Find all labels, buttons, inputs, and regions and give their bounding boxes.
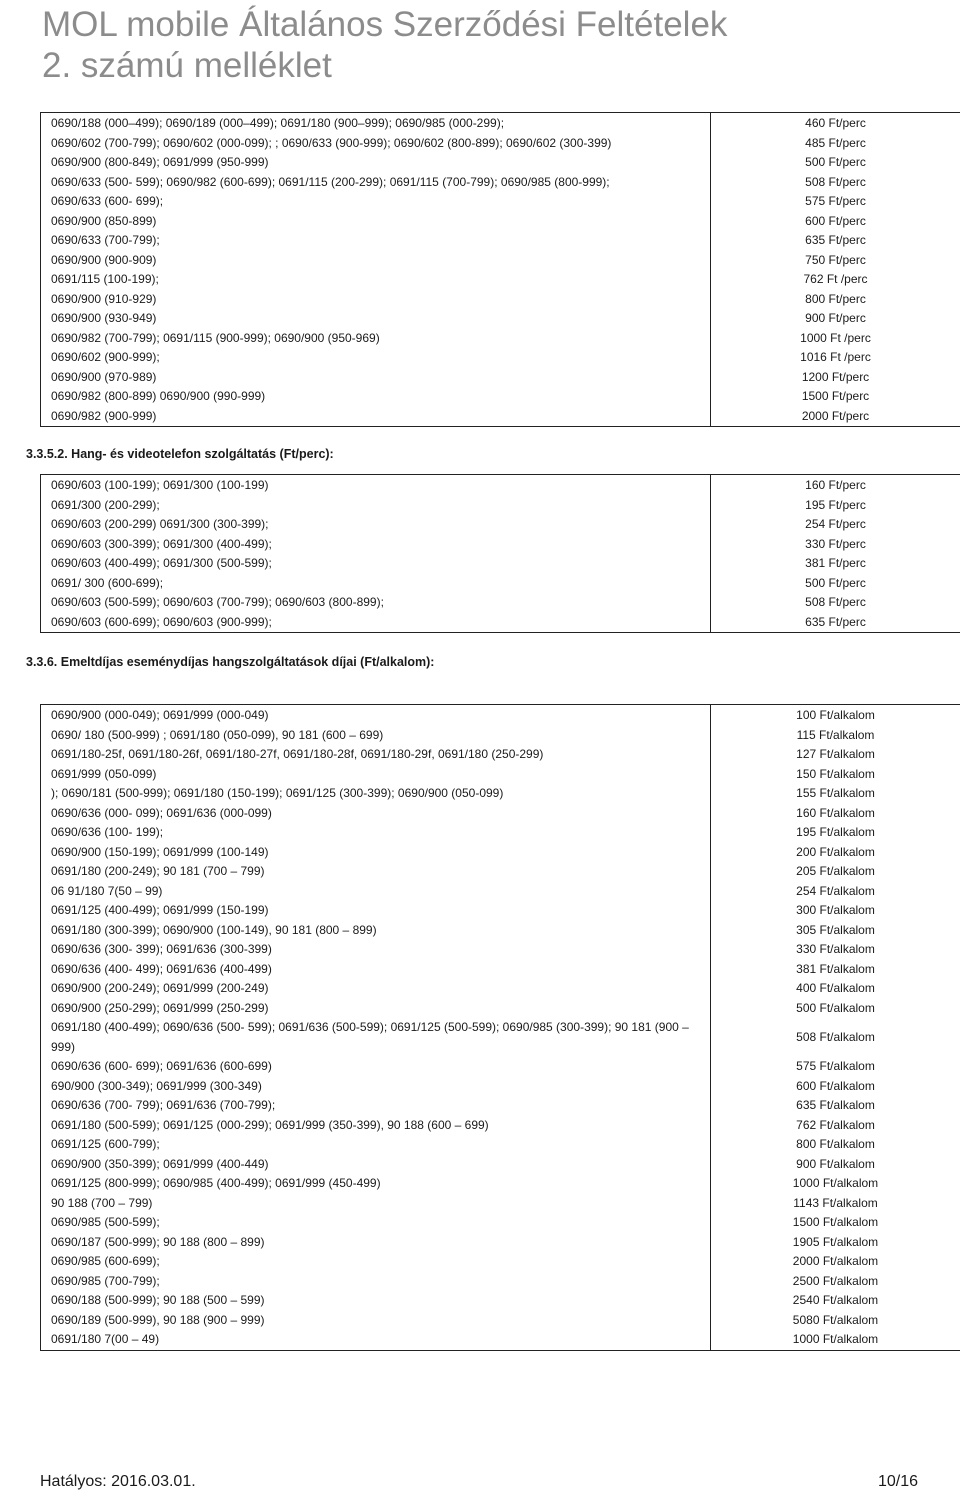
row-codes: 0690/900 (250-299); 0691/999 (250-299) <box>51 1000 269 1015</box>
row-price: 200 Ft/alkalom <box>796 844 875 859</box>
row-price: 800 Ft/alkalom <box>796 1137 875 1151</box>
row-codes: 0690/603 (100-199); 0691/300 (100-199) <box>51 478 269 492</box>
row-price: 1000 Ft /perc <box>800 330 871 345</box>
codes-column <box>41 705 711 1351</box>
row-price: 115 Ft/alkalom <box>796 727 875 742</box>
prices-column <box>711 475 960 633</box>
price-table-premium-per-minute <box>40 112 960 427</box>
section-heading-video-telephony: 3.3.5.2. Hang- és videotelefon szolgáltatás (Ft/perc): <box>26 447 334 461</box>
row-codes: 0690/636 (700- 799); 0691/636 (700-799); <box>51 1098 276 1112</box>
row-price: 635 Ft/perc <box>805 614 866 629</box>
row-price: 254 Ft/alkalom <box>796 883 875 898</box>
row-price: 800 Ft/perc <box>805 291 866 306</box>
row-codes: 0690/603 (400-499); 0691/300 (500-599); <box>51 556 272 570</box>
row-price: 750 Ft/perc <box>805 252 866 267</box>
row-codes: 0691/125 (800-999); 0690/985 (400-499); 0691/999 (450-499) <box>51 1176 381 1190</box>
row-codes: 0690/985 (600-699); <box>51 1254 160 1268</box>
row-price: 400 Ft/alkalom <box>796 981 875 995</box>
row-price: 1500 Ft/alkalom <box>792 1215 879 1229</box>
row-codes: 0690/900 (350-399); 0691/999 (400-449) <box>51 1156 269 1171</box>
row-price: 381 Ft/perc <box>805 556 866 570</box>
document-subtitle: 2. számú melléklet <box>42 46 332 85</box>
row-codes: 0691/125 (400-499); 0691/999 (150-199) <box>51 903 269 917</box>
page-number: 10/16 <box>877 1473 918 1490</box>
row-codes: 0691/180 (400-499); 0690/636 (500- 599); 0691/636 (500-599); 0691/125 (500-599); 0690/985 (300-399); 90 181 (900 – 999) <box>51 1020 689 1054</box>
row-codes: 0690/636 (600- 699); 0691/636 (600-699) <box>51 1059 272 1073</box>
row-codes: 0690/900 (910-929) <box>51 291 157 306</box>
row-price: 900 Ft/perc <box>805 311 866 325</box>
row-codes: 0690/900 (900-909) <box>51 252 157 267</box>
row-price: 5080 Ft/alkalom <box>792 1312 879 1327</box>
row-price: 508 Ft/alkalom <box>796 1030 875 1044</box>
codes-column <box>41 113 711 427</box>
row-price: 1016 Ft /perc <box>800 350 871 364</box>
row-price: 155 Ft/alkalom <box>796 786 875 800</box>
row-codes: 0690/636 (400- 499); 0691/636 (400-499) <box>51 961 272 976</box>
row-price: 305 Ft/alkalom <box>796 922 875 937</box>
row-codes: ); 0690/181 (500-999); 0691/180 (150-199); 0691/125 (300-399); 0690/900 (050-099) <box>51 786 504 800</box>
row-price: 575 Ft/perc <box>805 194 866 208</box>
row-price: 195 Ft/alkalom <box>796 825 875 839</box>
row-price: 160 Ft/perc <box>805 478 866 492</box>
row-codes: 0690/985 (500-599); <box>51 1215 160 1229</box>
row-codes: 0690/900 (850-899) <box>51 213 157 228</box>
row-codes: 0690/603 (300-399); 0691/300 (400-499); <box>51 536 272 551</box>
row-codes: 0690/985 (700-799); <box>51 1273 160 1288</box>
row-codes: 0690/900 (000-049); 0691/999 (000-049) <box>51 708 269 722</box>
row-codes: 0690/603 (600-699); 0690/603 (900-999); <box>51 614 272 629</box>
row-price: 635 Ft/perc <box>805 233 866 247</box>
row-codes: 0690/188 (000–499); 0690/189 (000–499); 0691/180 (900–999); 0690/985 (000-299); <box>51 116 505 130</box>
section-heading-event-based: 3.3.6. Emeltdíjas eseménydíjas hangszolgáltatások díjai (Ft/alkalom): <box>26 655 435 669</box>
row-codes: 0691/115 (100-199); <box>51 272 159 286</box>
row-price: 600 Ft/alkalom <box>796 1078 875 1093</box>
prices-column <box>711 705 960 1351</box>
row-codes: 0691/180 (300-399); 0690/900 (100-149), 90 181 (800 – 899) <box>51 922 377 937</box>
row-codes: 0690/982 (700-799); 0691/115 (900-999); 0690/900 (950-969) <box>51 330 380 345</box>
row-codes: 06 91/180 7(50 – 99) <box>51 883 163 898</box>
row-price: 300 Ft/alkalom <box>796 903 875 917</box>
row-codes: 0690/603 (200-299) 0691/300 (300-399); <box>51 517 269 531</box>
row-codes: 0690/636 (300- 399); 0691/636 (300-399) <box>51 942 272 956</box>
row-price: 500 Ft/alkalom <box>796 1000 875 1015</box>
row-codes: 0690/900 (200-249); 0691/999 (200-249) <box>51 981 269 995</box>
row-codes: 0691/180-25f, 0691/180-26f, 0691/180-27f, 0691/180-28f, 0691/180-29f, 0691/180 (250-299) <box>51 747 544 761</box>
row-price: 100 Ft/alkalom <box>796 708 875 722</box>
row-price: 2000 Ft/perc <box>801 408 870 423</box>
row-price: 635 Ft/alkalom <box>796 1098 875 1112</box>
row-price: 330 Ft/alkalom <box>796 942 875 956</box>
row-codes: 0690/602 (700-799); 0690/602 (000-099); ; 0690/633 (900-999); 0690/602 (800-899); 0690/602 (300-399) <box>51 135 612 150</box>
row-price: 195 Ft/perc <box>805 497 866 512</box>
effective-date: Hatályos: 2016.03.01. <box>40 1473 196 1490</box>
row-codes: 0690/602 (900-999); <box>51 350 160 364</box>
row-price: 500 Ft/perc <box>805 575 866 590</box>
row-codes: 0690/633 (500- 599); 0690/982 (600-699); 0691/115 (200-299); 0691/115 (700-799); 0690/985 (800-999); <box>51 174 610 189</box>
row-price: 205 Ft/alkalom <box>796 864 875 878</box>
row-price: 500 Ft/perc <box>805 155 866 169</box>
row-price: 2540 Ft/alkalom <box>792 1293 879 1307</box>
row-codes: 0690/982 (800-899) 0690/900 (990-999) <box>51 389 266 403</box>
row-codes: 0690/900 (930-949) <box>51 311 157 325</box>
row-codes: 0691/300 (200-299); <box>51 497 160 512</box>
prices-column <box>711 113 960 427</box>
row-price: 460 Ft/perc <box>805 116 866 130</box>
row-price: 2000 Ft/alkalom <box>792 1254 879 1268</box>
row-codes: 0690/900 (800-849); 0691/999 (950-999) <box>51 155 269 169</box>
row-price: 762 Ft /perc <box>803 272 868 286</box>
row-price: 600 Ft/perc <box>805 213 866 228</box>
row-price: 1000 Ft/alkalom <box>792 1176 879 1190</box>
row-codes: 0690/189 (500-999), 90 188 (900 – 999) <box>51 1312 265 1327</box>
row-codes: 0690/636 (100- 199); <box>51 825 164 839</box>
row-codes: 0690/ 180 (500-999) ; 0691/180 (050-099), 90 181 (600 – 699) <box>51 727 384 742</box>
row-price: 1200 Ft/perc <box>801 369 870 384</box>
price-table-event-based <box>40 704 960 1351</box>
row-price: 762 Ft/alkalom <box>796 1117 875 1132</box>
row-codes: 90 188 (700 – 799) <box>51 1195 153 1210</box>
row-price: 1143 Ft/alkalom <box>793 1195 878 1210</box>
row-codes: 690/900 (300-349); 0691/999 (300-349) <box>51 1078 262 1093</box>
row-codes: 0691/180 (500-599); 0691/125 (000-299); 0691/999 (350-399), 90 188 (600 – 699) <box>51 1117 489 1132</box>
row-codes: 0691/999 (050-099) <box>51 766 157 781</box>
row-codes: 0690/188 (500-999); 90 188 (500 – 599) <box>51 1293 265 1307</box>
row-price: 485 Ft/perc <box>805 135 866 150</box>
row-codes: 0690/187 (500-999); 90 188 (800 – 899) <box>51 1234 265 1249</box>
row-codes: 0691/ 300 (600-699); <box>51 575 164 590</box>
row-price: 254 Ft/perc <box>805 517 866 531</box>
row-codes: 0690/633 (600- 699); <box>51 194 164 208</box>
row-price: 381 Ft/alkalom <box>796 961 875 976</box>
row-codes: 0691/180 (200-249); 90 181 (700 – 799) <box>51 864 265 878</box>
row-price: 1000 Ft/alkalom <box>792 1332 879 1346</box>
row-codes: 0691/125 (600-799); <box>51 1137 160 1151</box>
row-codes: 0691/180 7(00 – 49) <box>51 1332 160 1346</box>
row-price: 1500 Ft/perc <box>801 389 870 403</box>
row-codes: 0690/636 (000- 099); 0691/636 (000-099) <box>51 805 272 820</box>
codes-column <box>41 475 711 633</box>
row-price: 330 Ft/perc <box>805 536 866 551</box>
document-title: MOL mobile Általános Szerződési Feltételek <box>42 5 728 44</box>
row-codes: 0690/982 (900-999) <box>51 408 157 423</box>
row-codes: 0690/900 (970-989) <box>51 369 157 384</box>
row-price: 1905 Ft/alkalom <box>792 1234 879 1249</box>
price-table-video-telephony <box>40 474 960 633</box>
row-price: 575 Ft/alkalom <box>796 1059 875 1073</box>
row-price: 900 Ft/alkalom <box>796 1156 875 1171</box>
row-codes: 0690/900 (150-199); 0691/999 (100-149) <box>51 844 269 859</box>
row-price: 160 Ft/alkalom <box>796 805 875 820</box>
row-price: 127 Ft/alkalom <box>796 747 875 761</box>
row-price: 150 Ft/alkalom <box>796 766 875 781</box>
row-price: 2500 Ft/alkalom <box>792 1273 879 1288</box>
row-price: 508 Ft/perc <box>805 174 866 189</box>
row-codes: 0690/633 (700-799); <box>51 233 160 247</box>
row-price: 508 Ft/perc <box>805 595 866 609</box>
row-codes: 0690/603 (500-599); 0690/603 (700-799); 0690/603 (800-899); <box>51 595 384 609</box>
